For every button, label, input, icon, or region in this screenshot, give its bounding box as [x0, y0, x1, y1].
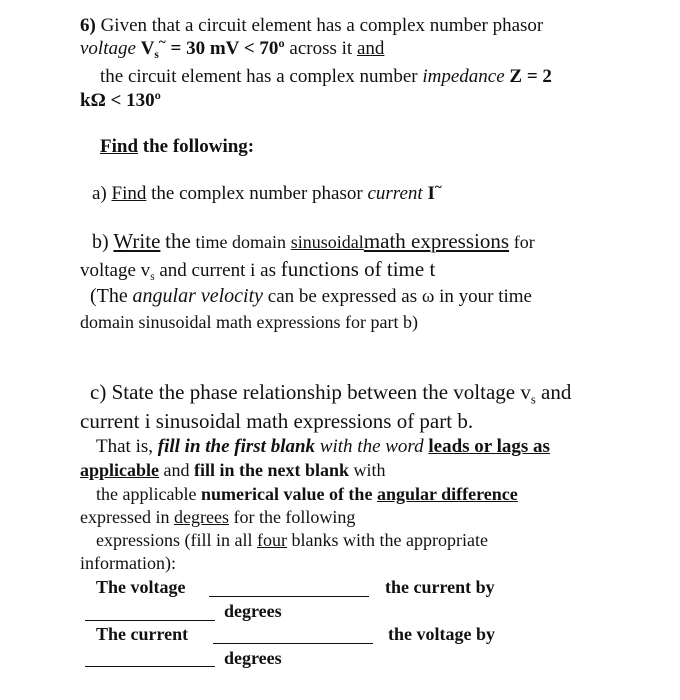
leads-or-lags: leads or lags as — [428, 436, 550, 457]
part-b-the: the — [165, 229, 191, 253]
part-c-line-8: information): — [80, 553, 176, 573]
part-b-line-1 — [92, 229, 535, 254]
degrees-underlined: degrees — [173, 507, 229, 527]
question-intro: Given that a circuit element has a complex number phasor — [100, 15, 544, 36]
part-c-line-5: the applicable numerical value of the angular difference — [96, 484, 518, 504]
voltage-word: voltage — [80, 38, 136, 59]
part-b-time-domain: time domain — [195, 232, 287, 252]
voltage-answer-label: The voltage — [96, 577, 186, 597]
impedance-value: Z = 2 — [509, 66, 552, 87]
voltage-leads-lags-blank[interactable] — [209, 596, 369, 597]
degrees-label-2: degrees — [224, 648, 282, 668]
question-line-2 — [80, 34, 385, 61]
question-line-3 — [100, 66, 552, 88]
four-underlined: four — [256, 530, 287, 550]
question-intro-2: the circuit element has a complex number — [100, 66, 418, 87]
across-it: across it — [289, 38, 353, 59]
question-line-1 — [80, 15, 543, 37]
voltage-degrees-blank[interactable] — [85, 620, 215, 621]
impedance-word: impedance — [422, 66, 505, 87]
part-a-text: the complex number phasor — [151, 183, 363, 204]
part-c-line-2: current i sinusoidal math expressions of part b. — [80, 409, 474, 433]
question-number: 6) — [80, 15, 96, 36]
part-b-sinusoidal: sinusoidal — [290, 232, 364, 252]
find-heading: Find the following: — [100, 136, 255, 157]
part-a-find: Find — [111, 183, 147, 204]
current-phasor: I~ — [427, 179, 442, 204]
current-leads-lags-blank[interactable] — [213, 643, 373, 644]
current-answer-suffix: the voltage by — [388, 624, 495, 644]
part-c-line-4: applicable and fill in the next blank with — [80, 460, 386, 480]
applicable: applicable — [80, 460, 160, 480]
part-b-line-3: (The angular velocity can be expressed as ω in your time — [90, 285, 532, 307]
part-b-line-4: domain sinusoidal math expressions for part b) — [80, 312, 418, 332]
voltage-answer-suffix: the current by — [385, 577, 495, 597]
part-b-write: Write — [113, 229, 161, 253]
and-word: and — [356, 38, 385, 59]
part-b-label: b) — [92, 231, 109, 253]
angular-velocity: angular velocity — [132, 285, 264, 307]
part-c-line-1: c) State the phase relationship between the voltage $v_s$ and — [90, 380, 572, 407]
fill-next-blank: fill in the next blank — [194, 460, 350, 480]
fill-first-blank: fill in the first blank — [157, 436, 316, 457]
current-answer-label: The current — [96, 624, 189, 644]
part-b-line-2: voltage $v_s$ and current i as functions of time t — [80, 257, 436, 283]
current-degrees-blank[interactable] — [85, 666, 215, 667]
current-word: current — [367, 183, 423, 204]
part-b-for: for — [513, 232, 535, 252]
angular-difference: angular difference — [376, 484, 518, 504]
part-b-math-expressions: math expressions — [363, 229, 510, 253]
voltage-phasor: $V_s^\sim = 30$ mV < 70º — [140, 34, 285, 61]
degrees-label-1: degrees — [224, 601, 282, 621]
part-c-line-6: expressed in degrees for the following — [80, 507, 356, 527]
part-c-line-3: That is, fill in the first blank with the word leads or lags as — [96, 436, 550, 457]
part-a — [92, 179, 442, 205]
part-a-label: a) — [92, 183, 107, 204]
part-c-line-7: expressions (fill in all four blanks with the appropriate — [96, 530, 488, 550]
impedance-value-2: kΩ < 130º — [80, 90, 161, 111]
